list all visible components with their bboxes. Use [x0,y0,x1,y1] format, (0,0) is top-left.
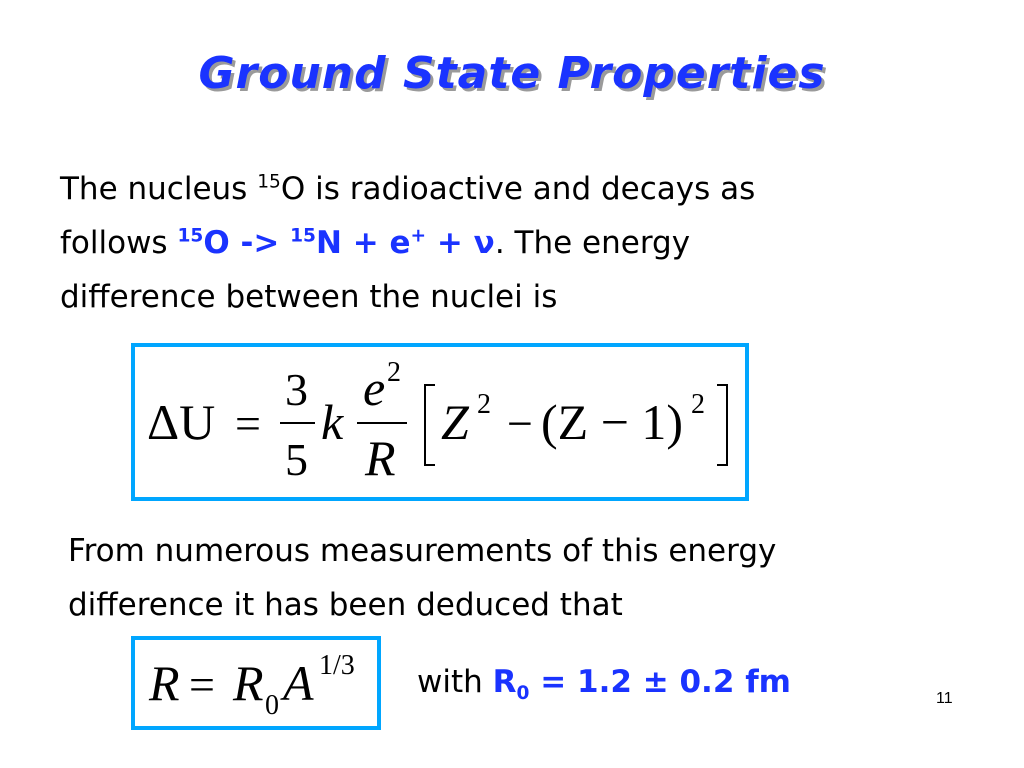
paren-exponent: 2 [691,389,705,420]
delta-u-symbol: ΔU [147,394,216,450]
result-line-1: From numerous measurements of this energy [68,533,777,569]
radius-r: R [365,430,396,486]
minus-sign: − [507,398,533,449]
right-bracket [717,385,727,465]
decay-reaction: $^{15}$O -> $^{15}$N + e+ + ν [177,225,495,261]
r0-subscript: 0 [265,690,279,721]
result-line-2: difference it has been deduced that [68,587,623,623]
radius-formula [135,640,377,726]
z-minus-one: (Z − 1) [541,394,684,450]
atomic-number-z: Z [441,394,469,450]
constant-k: k [321,394,344,450]
slide-title: Ground State Properties [198,48,826,99]
mass-number-a: A [283,655,314,711]
intro-line-3: difference between the nuclei is [60,279,558,315]
intro-line-2: follows $^{15}$O -> $^{15}$N + e+ + ν. The energy [60,225,691,261]
intro-paragraph [60,162,940,324]
left-bracket [425,385,435,465]
fraction-denominator-5: 5 [285,434,308,485]
result-paragraph [68,524,948,632]
a-exponent: 1/3 [319,650,355,681]
z-exponent: 2 [477,389,491,420]
charge-e-exponent: 2 [387,357,401,388]
r0-symbol: R [233,655,264,711]
energy-difference-equation [135,347,745,497]
page-number: 11 [936,690,953,707]
fraction-numerator-3: 3 [285,364,308,415]
charge-e: e [363,360,386,416]
energy-difference-equation-box [131,343,749,501]
equals-sign: = [235,398,261,449]
intro-line-1: The nucleus $^{15}$O is radioactive and decays as [60,171,756,207]
radius-formula-box [131,636,381,730]
equals-sign-2: = [189,659,215,710]
r0-value-text: with $R_0 = 1.2 \pm 0.2$ fm [417,664,791,705]
radius-r-symbol: R [149,655,180,711]
